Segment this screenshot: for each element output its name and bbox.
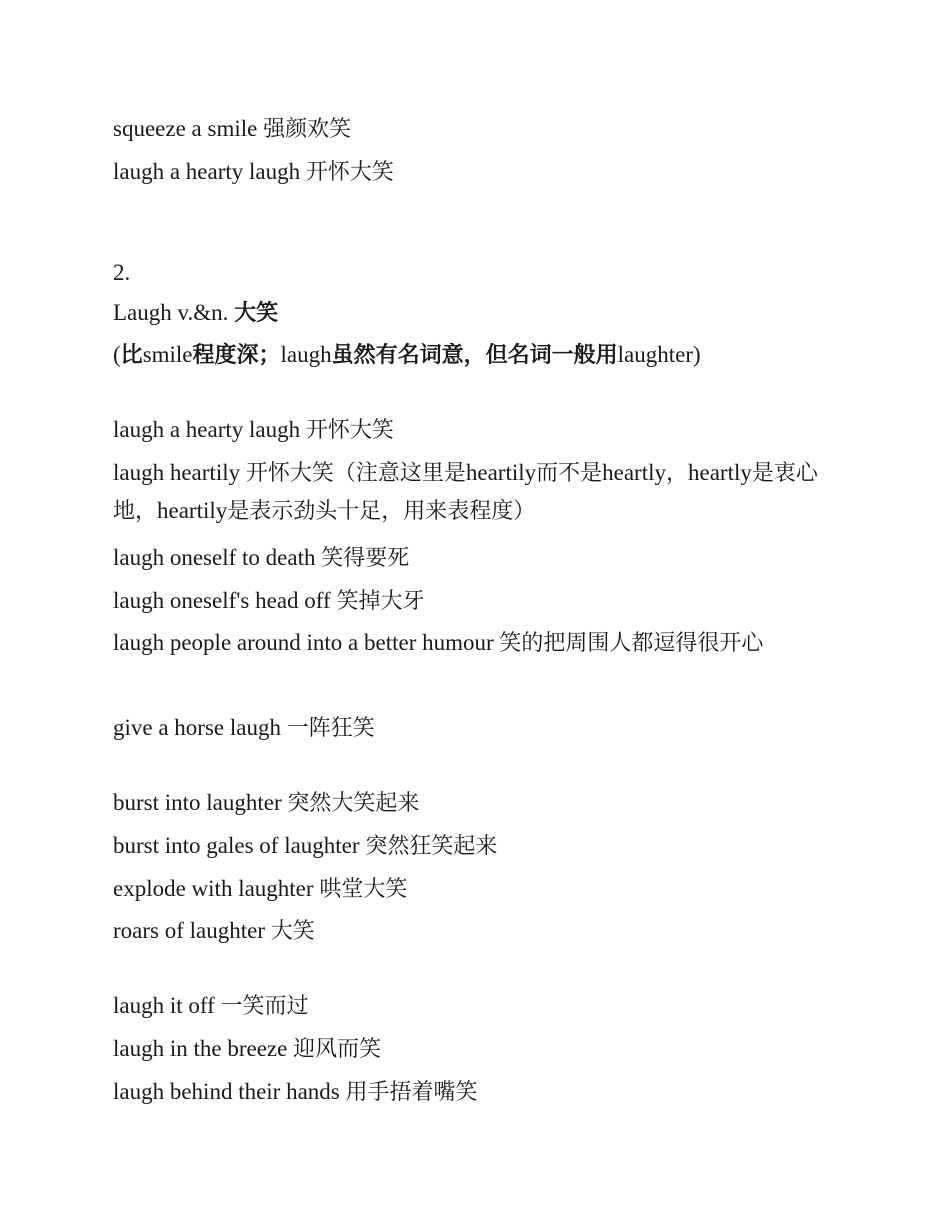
entry-zh: 用手捂着嘴笑	[345, 1080, 478, 1105]
section-number	[113, 254, 843, 291]
entry-zh: 突然大笑起来	[287, 791, 420, 816]
entry-laugh-in-the-breeze	[113, 1030, 843, 1068]
entry-zh: 笑的把周围人都逗得很开心	[499, 631, 764, 656]
entry-en: laugh behind their hands	[113, 1079, 346, 1104]
entry-zh: 开怀大笑（注意这里是	[245, 461, 466, 486]
entry-en: laugh people around into a better humour	[113, 630, 500, 655]
headword-zh: 大笑	[234, 301, 279, 326]
headword: Laugh v.&n.	[113, 300, 235, 325]
entry-laugh-behind-hands	[113, 1073, 843, 1111]
note-part: smile	[142, 342, 193, 367]
entry-zh: 而不是	[536, 461, 603, 486]
entry-laugh-head-off	[113, 582, 843, 620]
headword-line	[113, 294, 843, 332]
entry-laugh-oneself-to-death	[113, 539, 843, 577]
entry-zh: 迎风而笑	[293, 1037, 382, 1062]
entry-burst-into-laughter	[113, 784, 843, 822]
note-paren-open: (	[113, 342, 121, 367]
entry-en: laugh in the breeze	[113, 1036, 294, 1061]
entry-zh: 大笑	[270, 919, 315, 944]
entry-squeeze-a-smile	[113, 110, 843, 148]
entry-en: squeeze a smile	[113, 116, 264, 141]
note-part: 程度深；	[192, 343, 281, 368]
entry-en: heartily	[465, 460, 537, 485]
entry-en: laugh oneself's head off	[113, 588, 337, 613]
entry-zh: 笑掉大牙	[336, 589, 425, 614]
entry-zh: ，	[666, 461, 689, 486]
entry-en: give a horse laugh	[113, 715, 287, 740]
entry-en: heartly	[602, 460, 666, 485]
entry-zh: 是衷心地，	[113, 461, 818, 524]
entry-en: burst into gales of laughter	[113, 833, 366, 858]
note-paren-close: )	[693, 342, 701, 367]
entry-en: heartly	[688, 460, 752, 485]
entry-zh: 哄堂大笑	[319, 877, 408, 902]
entry-zh: 强颜欢笑	[263, 117, 352, 142]
entry-en: heartily	[157, 498, 228, 523]
entry-en: roars of laughter	[113, 918, 271, 943]
entry-zh: 突然狂笑起来	[365, 834, 498, 859]
entry-horse-laugh	[113, 709, 843, 747]
entry-better-humour	[113, 624, 843, 662]
entry-en: burst into laughter	[113, 790, 288, 815]
entry-en: laugh a hearty laugh	[113, 159, 306, 184]
note-part: 虽然有名词意，但名词一般用	[331, 343, 618, 368]
entry-zh: 笑得要死	[321, 546, 410, 571]
entry-zh: 开怀大笑	[305, 418, 394, 443]
entry-en: laugh it off	[113, 993, 221, 1018]
entry-laugh-it-off	[113, 987, 843, 1025]
entry-laugh-a-hearty-laugh-1	[113, 153, 843, 191]
usage-note	[113, 336, 843, 374]
entry-zh: 一阵狂笑	[286, 716, 375, 741]
note-part: laugh	[280, 342, 332, 367]
entry-laugh-heartily	[113, 454, 843, 530]
entry-en: laugh oneself to death	[113, 545, 322, 570]
entry-en: laugh heartily	[113, 460, 246, 485]
note-part: 比	[120, 343, 143, 368]
entry-zh: 开怀大笑	[305, 160, 394, 185]
entry-zh: 一笑而过	[220, 994, 309, 1019]
section-number-text: 2.	[113, 260, 131, 285]
entry-en: laugh a hearty laugh	[113, 417, 306, 442]
entry-laugh-a-hearty-laugh-2	[113, 411, 843, 449]
entry-roars-of-laughter	[113, 912, 843, 950]
entry-zh: 是表示劲头十足，用来表程度）	[227, 499, 536, 524]
entry-en: explode with laughter	[113, 876, 320, 901]
entry-gales-of-laughter	[113, 827, 843, 865]
entry-explode-with-laughter	[113, 870, 843, 908]
note-part: laughter	[617, 342, 694, 367]
